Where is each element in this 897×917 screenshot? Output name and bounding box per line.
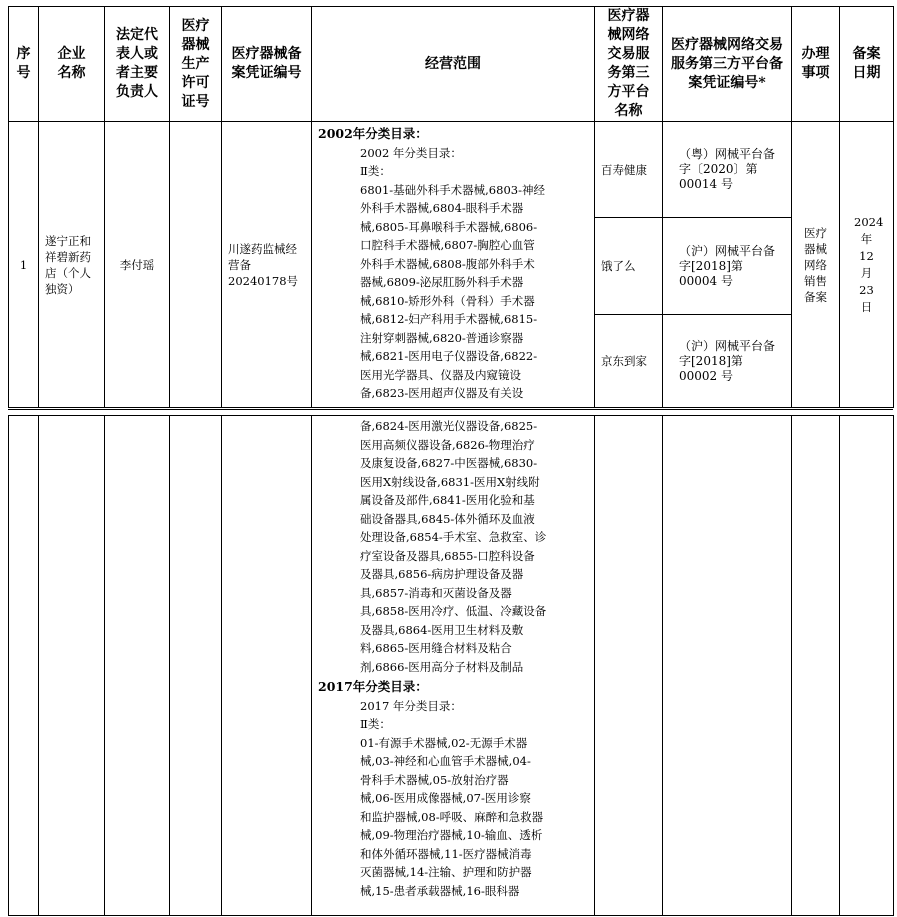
cont-production-license: [170, 416, 222, 916]
scope-line-2002: 具,6858-医用冷疗、低温、冷藏设备: [360, 604, 547, 618]
scope-line-2017: 械,15-患者承载器械,16-眼科器: [360, 883, 520, 898]
scope-line-2017: 灭菌器械,14-注输、护理和防护器: [360, 865, 532, 879]
cont-company: [39, 416, 105, 916]
scope-heading-2002: 2002年分类目录：: [318, 126, 428, 141]
scope-line-2002: 外科手术器械,6808-腹部外科手术: [360, 256, 535, 271]
row-filing-cert-no: 川遂药监械经营备20240178号: [222, 122, 312, 408]
scope-line-2002: 疗室设备及器具,6855-口腔科设备: [360, 548, 535, 563]
platform-name-1: 百寿健康: [595, 122, 663, 218]
scope-line-2002: 及器具,6864-医用卫生材料及敷: [360, 622, 524, 637]
row-matter: 医疗器械网络销售备案: [792, 122, 840, 408]
header-row: [9, 7, 894, 122]
scope-line-2002: 及康复设备,6827-中医器械,6830-: [360, 456, 538, 470]
row-company: 遂宁正和祥碧新药店（个人独资）: [39, 122, 105, 408]
cont-platform-name: [595, 416, 663, 916]
continued-row: [9, 416, 894, 916]
scope-line-2002: 口腔科手术器械,6807-胸腔心血管: [360, 238, 535, 252]
cont-seq: [9, 416, 39, 916]
scope-line-2002: 属设备及部件,6841-医用化验和基: [360, 493, 535, 507]
scope-line-2017: 01-有源手术器械,02-无源手术器: [360, 735, 528, 750]
scope-line-2002: 础设备器具,6845-体外循环及血液: [360, 511, 535, 526]
scope-line-2002: 剂,6866-医用高分子材料及制品: [360, 659, 524, 674]
platform-cert-2: （沪）网械平台备字[2018]第 00004 号: [663, 218, 792, 315]
scope-sub-2017: 2017 年分类目录：: [360, 698, 462, 713]
header-business-scope: 经营范围: [312, 7, 595, 122]
scope-heading-2017: 2017年分类目录：: [318, 679, 428, 694]
scope-line-2002: 备,6824-医用激光仪器设备,6825-: [360, 419, 538, 433]
filing-table-continued: [8, 415, 894, 916]
scope-line-2002: 注射穿刺器械,6820-普通诊察器: [360, 330, 524, 345]
header-matter: 办理事项: [792, 7, 840, 122]
scope-line-2017: 械,06-医用成像器械,07-医用诊察: [360, 791, 531, 805]
scope-line-2002: 器械,6809-泌尿肛肠外科手术器: [360, 275, 524, 289]
business-scope-top: [312, 122, 595, 408]
platform-cert-1: （粤）网械平台备字〔2020〕第 00014 号: [663, 122, 792, 218]
cont-matter: [792, 416, 840, 916]
scope-line-2017: 和体外循环器械,11-医疗器械消毒: [360, 846, 532, 861]
header-legal-rep: 法定代表人或者主要负责人: [105, 7, 170, 122]
scope-line-2002: 具,6857-消毒和灭菌设备及器: [360, 585, 512, 600]
scope-line-2002: 械,6821-医用电子仪器设备,6822-: [360, 349, 538, 363]
header-filing-date: 备案日期: [840, 7, 894, 122]
scope-line-2002: 医用X射线设备,6831-医用X射线附: [360, 474, 540, 489]
platform-name-3: 京东到家: [595, 315, 663, 408]
data-row: [9, 122, 894, 218]
scope-line-2017: 械,09-物理治疗器械,10-输血、透析: [360, 828, 543, 842]
filing-table-top: [8, 6, 894, 408]
header-company: 企业名称: [39, 7, 105, 122]
row-production-license: [170, 122, 222, 408]
scope-class-2017: Ⅱ类：: [360, 717, 391, 731]
scope-line-2002: 械,6812-妇产科用手术器械,6815-: [360, 312, 538, 326]
cont-platform-cert: [663, 416, 792, 916]
row-filing-date: 2024年12月23日: [840, 122, 894, 408]
row-seq: 1: [9, 122, 39, 408]
scope-line-2017: 和监护器械,08-呼吸、麻醉和急救器: [360, 809, 544, 824]
header-platform-name: 医疗器械网络交易服务第三方平台名称: [595, 7, 663, 122]
scope-line-2002: 医用光学器具、仪器及内窥镜设: [360, 367, 521, 382]
page-break-line: [8, 409, 893, 410]
scope-line-2002: 外科手术器械,6804-眼科手术器: [360, 201, 524, 215]
header-filing-cert-no: 医疗器械备案凭证编号: [222, 7, 312, 122]
scope-class-2002: Ⅱ类：: [360, 164, 391, 178]
cont-legal-rep: [105, 416, 170, 916]
scope-sub-2002: 2002 年分类目录：: [360, 145, 462, 160]
scope-line-2002: 医用高频仪器设备,6826-物理治疗: [360, 437, 535, 452]
scope-line-2017: 骨科手术器械,05-放射治疗器: [360, 772, 509, 787]
platform-cert-3: （沪）网械平台备字[2018]第 00002 号: [663, 315, 792, 408]
scope-line-2002: 及器具,6856-病房护理设备及器: [360, 567, 524, 581]
scope-line-2002: 料,6865-医用缝合材料及粘合: [360, 641, 512, 655]
header-seq: 序号: [9, 7, 39, 122]
scope-line-2002: 处理设备,6854-手术室、急救室、诊: [360, 530, 547, 544]
scope-line-2002: 备,6823-医用超声仪器及有关设: [360, 386, 524, 400]
row-legal-rep: 李付瑶: [105, 122, 170, 408]
cont-filing-date: [840, 416, 894, 916]
cont-filing-cert-no: [222, 416, 312, 916]
business-scope-continued: [312, 416, 595, 916]
platform-name-2: 饿了么: [595, 218, 663, 315]
scope-line-2002: 械,6810-矫形外科（骨科）手术器: [360, 293, 535, 308]
scope-line-2002: 械,6805-耳鼻喉科手术器械,6806-: [360, 219, 538, 234]
header-production-license: 医疗器械生产许可证号: [170, 7, 222, 122]
scope-line-2002: 6801-基础外科手术器械,6803-神经: [360, 182, 545, 197]
scope-line-2017: 械,03-神经和心血管手术器械,04-: [360, 754, 531, 768]
header-platform-cert-no: 医疗器械网络交易服务第三方平台备案凭证编号*: [663, 7, 792, 122]
